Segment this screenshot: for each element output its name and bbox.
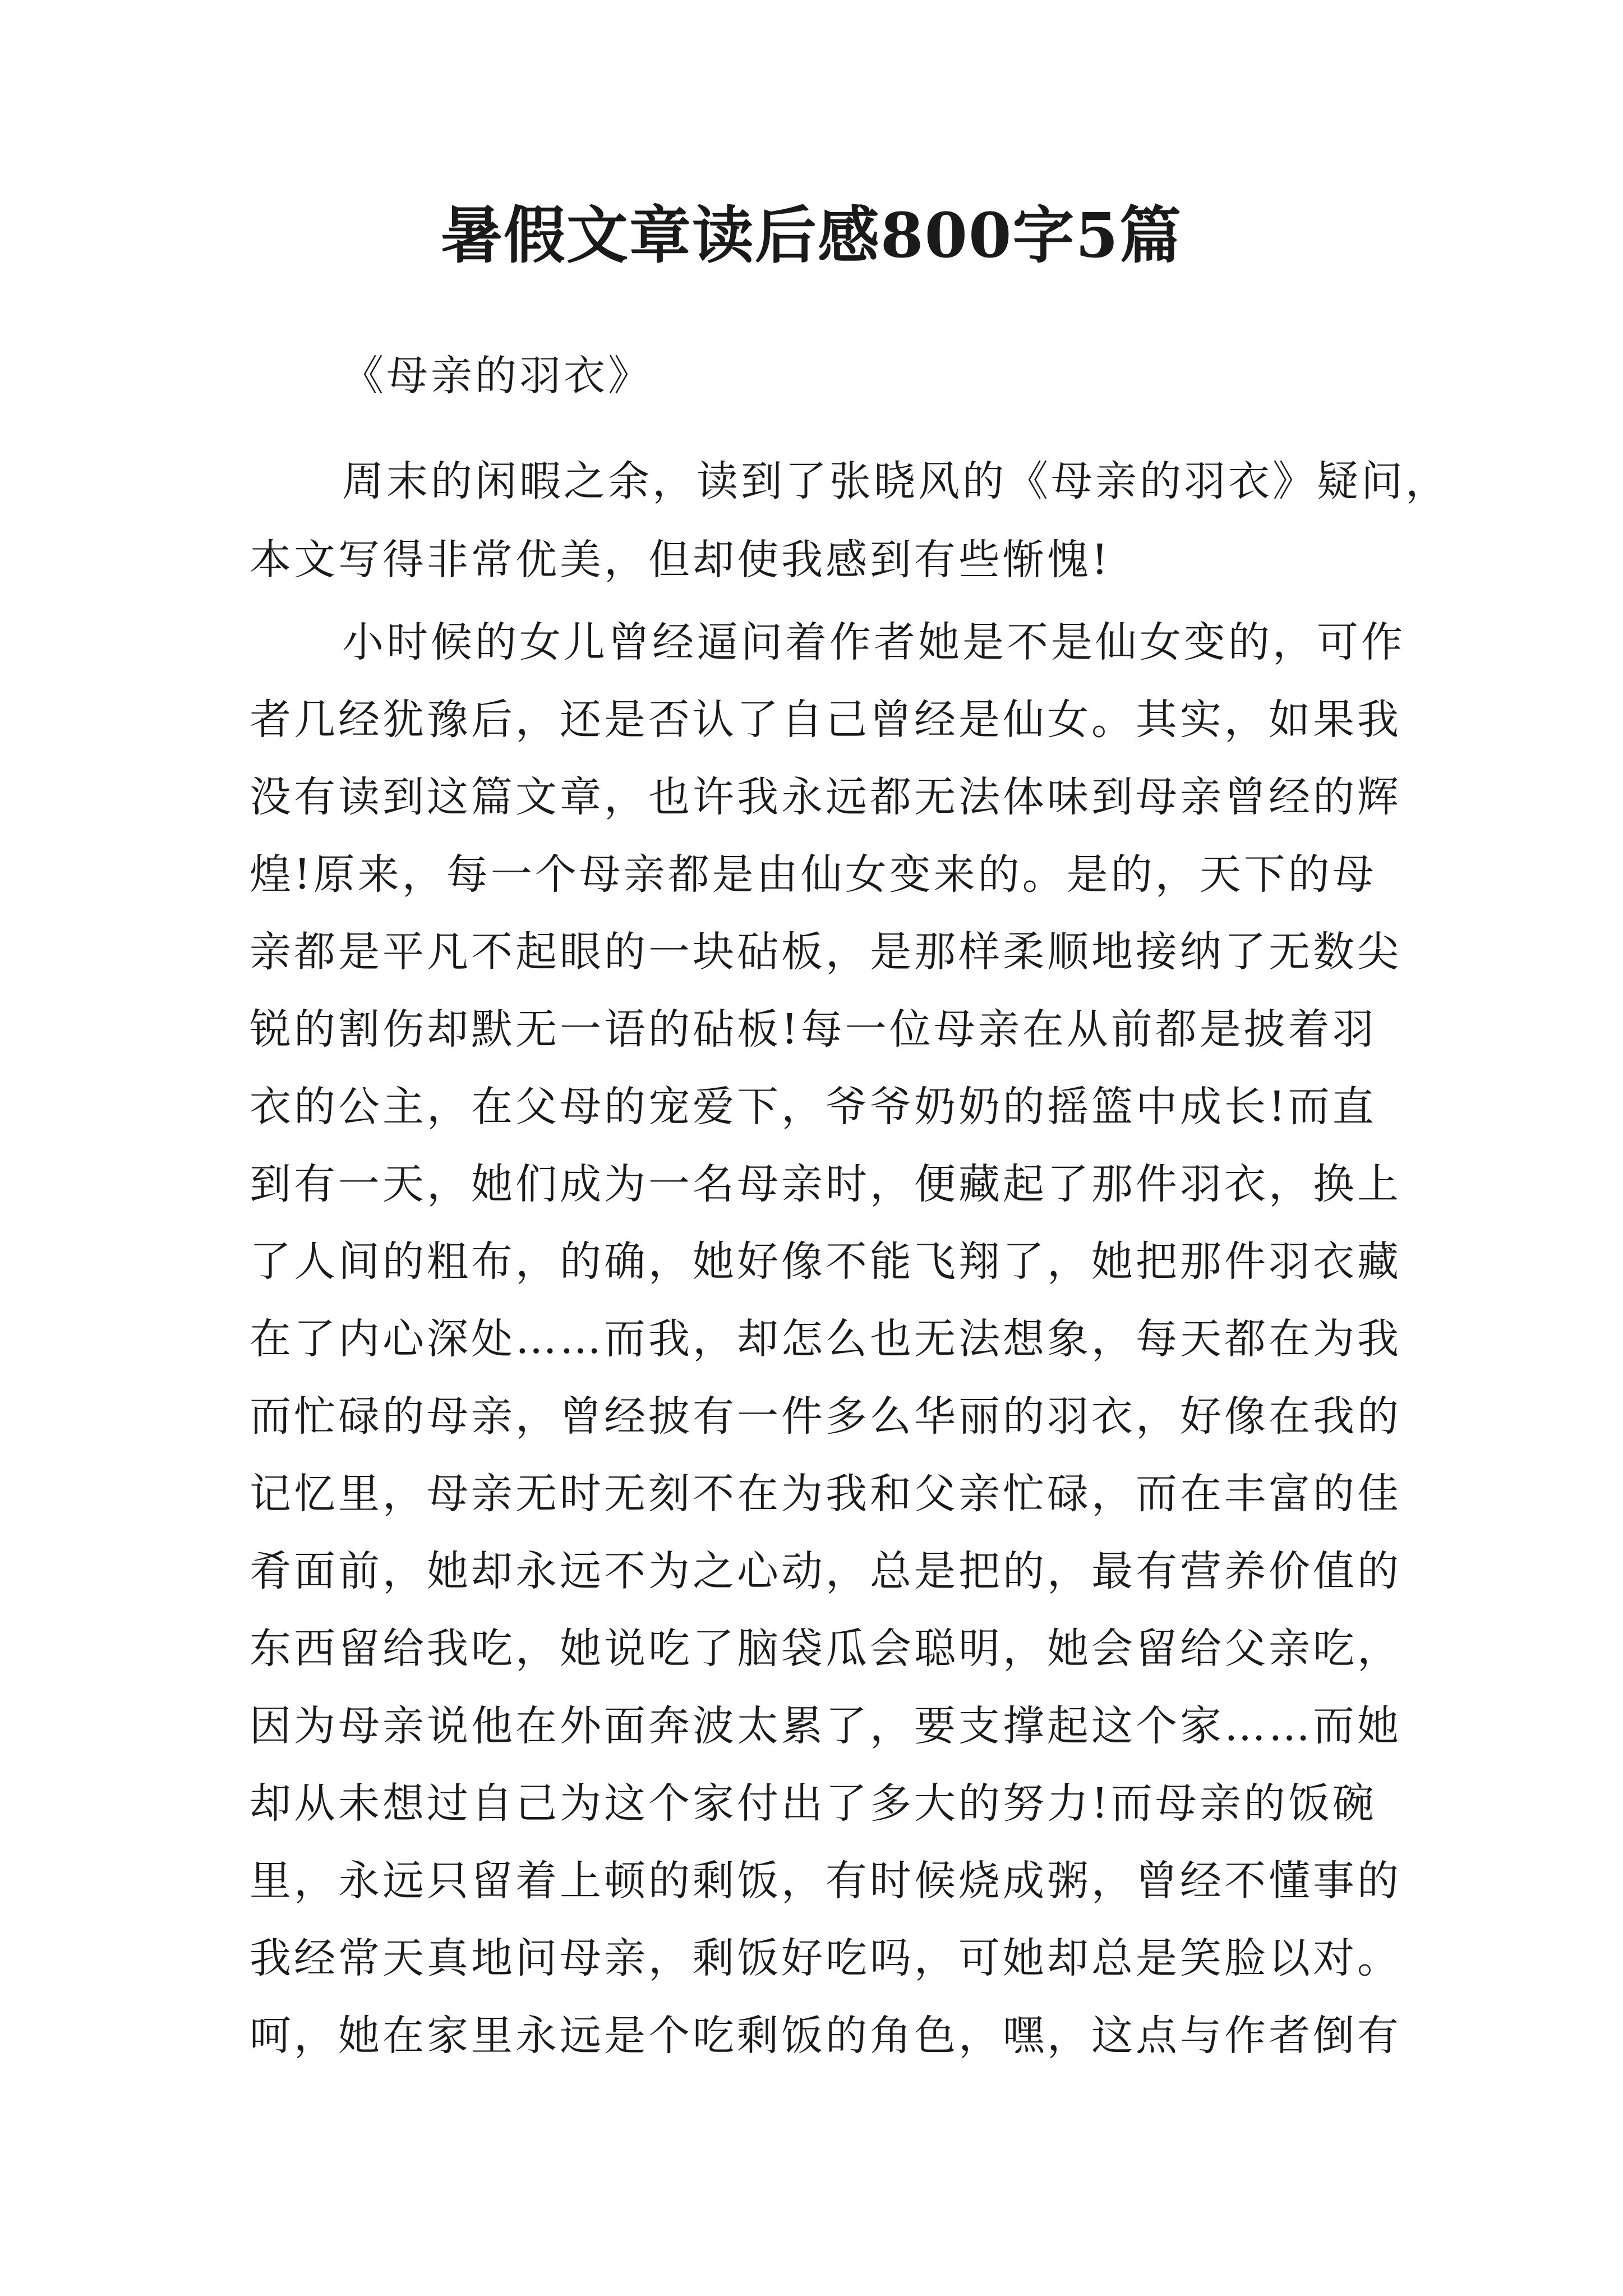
paragraph-line: 了人间的粗布，的确，她好像不能飞翔了，她把那件羽衣藏	[250, 1237, 1401, 1286]
paragraph-line: 里，永远只留着上顿的剩饭，有时候烧成粥，曾经不懂事的	[250, 1857, 1401, 1905]
paragraph-line: 锐的割伤却默无一语的砧板!每一位母亲在从前都是披着羽	[250, 1005, 1377, 1053]
paragraph-line: 呵，她在家里永远是个吃剩饭的角色，嘿，这点与作者倒有	[250, 2012, 1401, 2060]
paragraph-line: 本文写得非常优美，但却使我感到有些惭愧!	[250, 536, 1111, 584]
paragraph-line: 在了内心深处……而我，却怎么也无法想象，每天都在为我	[250, 1315, 1401, 1363]
paragraph-line: 者几经犹豫后，还是否认了自己曾经是仙女。其实，如果我	[250, 696, 1401, 744]
paragraph-line: 因为母亲说他在外面奔波太累了，要支撑起这个家……而她	[250, 1702, 1401, 1750]
book-title-line: 《母亲的羽衣》	[342, 352, 652, 400]
document-title: 暑假文章读后感800字5篇	[440, 199, 1183, 272]
paragraph-line: 记忆里，母亲无时无刻不在为我和父亲忙碌，而在丰富的佳	[250, 1470, 1401, 1518]
paragraph-line: 到有一天，她们成为一名母亲时，便藏起了那件羽衣，换上	[250, 1160, 1401, 1208]
paragraph-line: 亲都是平凡不起眼的一块砧板，是那样柔顺地接纳了无数尖	[250, 928, 1401, 976]
paragraph-line: 小时候的女儿曾经逼问着作者她是不是仙女变的，可作	[342, 618, 1405, 666]
paragraph-line: 没有读到这篇文章，也许我永远都无法体味到母亲曾经的辉	[250, 773, 1401, 821]
paragraph-line: 我经常天真地问母亲，剩饭好吃吗，可她却总是笑脸以对。	[250, 1934, 1401, 1982]
paragraph-line: 煌!原来，每一个母亲都是由仙女变来的。是的，天下的母	[250, 850, 1377, 899]
paragraph-line: 周末的闲暇之余，读到了张晓风的《母亲的羽衣》疑问，	[342, 457, 1450, 505]
paragraph-line: 却从未想过自己为这个家付出了多大的努力!而母亲的饭碗	[250, 1779, 1377, 1828]
paragraph-line: 东西留给我吃，她说吃了脑袋瓜会聪明，她会留给父亲吃，	[250, 1625, 1401, 1673]
paragraph-line: 肴面前，她却永远不为之心动，总是把的，最有营养价值的	[250, 1547, 1401, 1595]
paragraph-line: 衣的公主，在父母的宠爱下，爷爷奶奶的摇篮中成长!而直	[250, 1083, 1377, 1131]
paragraph-line: 而忙碌的母亲，曾经披有一件多么华丽的羽衣，好像在我的	[250, 1392, 1401, 1441]
